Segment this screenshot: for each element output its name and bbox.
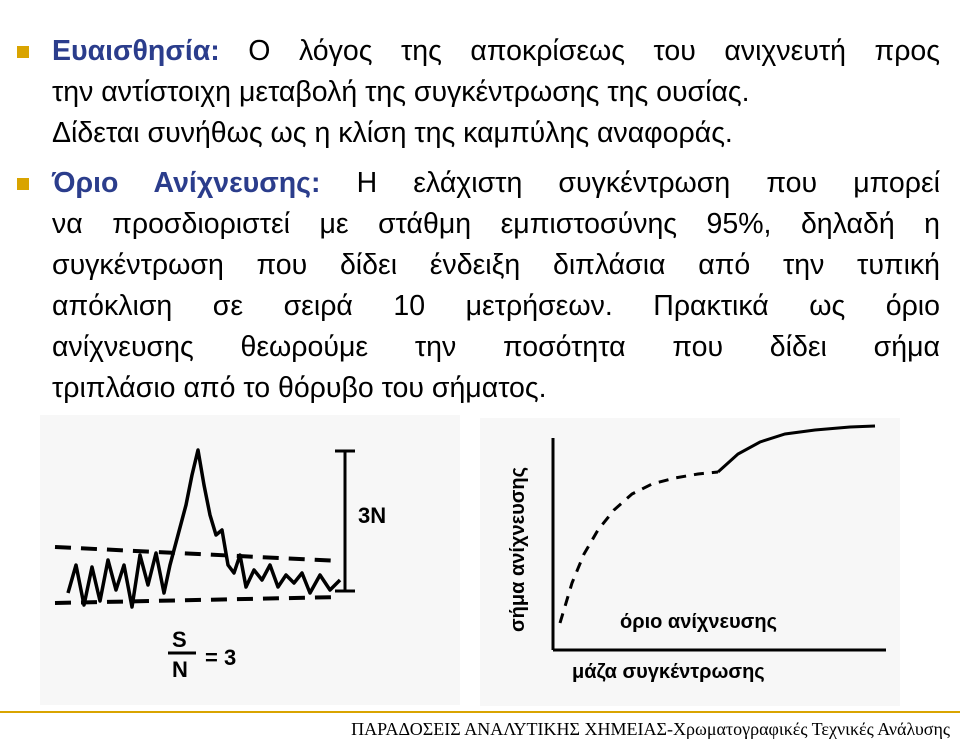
3n-label: 3N [358,503,387,528]
paragraph-line: να προσδιοριστεί με στάθμη εμπιστοσύνης 95%, δηλαδή η [52,208,940,240]
detection-limit-annotation: όριο ανίχνευσης [620,611,777,633]
footer-divider [0,711,960,713]
sensitivity-term: Ευαισθησία: [52,35,220,67]
paragraph-line: Ο λόγος της αποκρίσεως του ανιχνευτή προς [219,35,940,67]
signal-noise-figure [40,415,460,705]
calibration-curve-figure [480,418,900,706]
bullet-marker [17,178,29,190]
footer-course-title: ΠΑΡΑΔΟΣΕΙΣ ΑΝΑΛΥΤΙΚΗΣ ΧΗΜΕΙΑΣ-Χρωματογραφικές Τεχνικές Ανάλυσης [351,719,950,739]
paragraph-line: Δίδεται συνήθως ως η κλίση της καμπύλης αναφοράς. [52,117,733,149]
paragraph-line: την αντίστοιχη μεταβολή της συγκέντρωσης της ουσίας. [52,76,750,108]
paragraph-line: απόκλιση σε σειρά 10 μετρήσεων. Πρακτικά ως όριο [52,290,940,322]
detection-limit-term: Όριο Ανίχνευσης: [52,167,321,199]
paragraph-line: Η ελάχιστη συγκέντρωση που μπορεί [320,167,940,199]
n-label: N [172,657,188,682]
sensitivity-definition [52,31,940,154]
x-axis-label: μάζα συγκέντρωσης [572,661,765,683]
bullet-marker [17,46,29,58]
detection-limit-definition [52,163,940,409]
paragraph-line: συγκέντρωση που δίδει ένδειξη διπλάσια από την τυπική [52,249,940,281]
paragraph-line: ανίχνευσης θεωρούμε την ποσότητα που δίδει σήμα [52,331,940,363]
paragraph-line: τριπλάσιο από το θόρυβο του σήματος. [52,372,547,404]
y-axis-label: σήμα ανίχνευσης [507,466,529,632]
ratio-equals-label: = 3 [205,645,237,670]
s-label: S [172,627,187,652]
